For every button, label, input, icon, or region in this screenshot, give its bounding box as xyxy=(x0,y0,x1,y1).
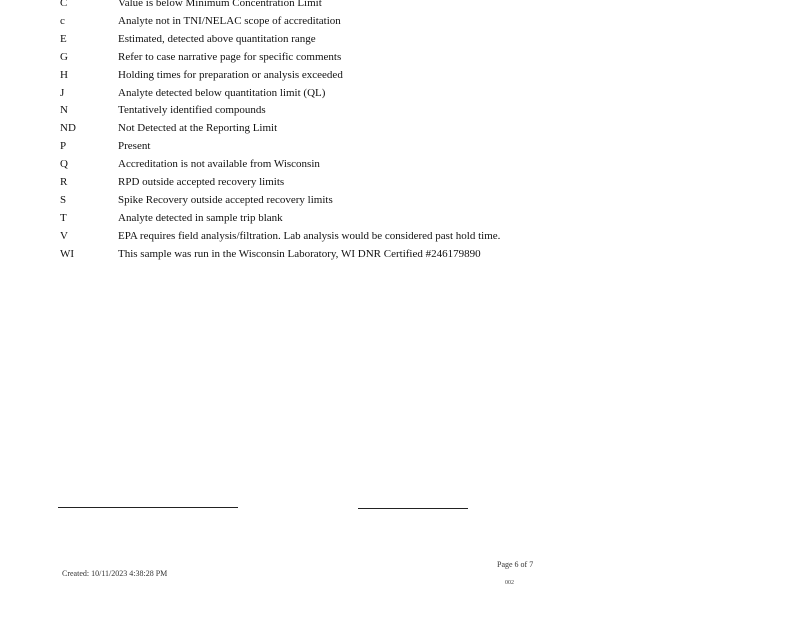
qualifier-description: Value is below Minimum Concentration Limit xyxy=(118,0,322,9)
qualifier-description: Spike Recovery outside accepted recovery limits xyxy=(118,194,333,206)
qualifier-code: T xyxy=(60,212,67,224)
qualifier-code: c xyxy=(60,15,65,27)
qualifier-code: V xyxy=(60,230,68,242)
signature-line-right xyxy=(358,508,468,509)
qualifier-description: Accreditation is not available from Wisconsin xyxy=(118,158,320,170)
qualifier-code: P xyxy=(60,140,67,152)
created-timestamp: Created: 10/11/2023 4:38:28 PM xyxy=(62,569,168,578)
qualifier-description: This sample was run in the Wisconsin Laboratory, WI DNR Certified #246179890 xyxy=(118,248,481,260)
qualifier-code: S xyxy=(60,194,67,206)
qualifier-code: H xyxy=(60,69,68,81)
qualifier-code: ND xyxy=(60,122,76,134)
qualifier-code: N xyxy=(60,104,68,116)
qualifier-description: RPD outside accepted recovery limits xyxy=(118,176,285,188)
qualifier-description: Present xyxy=(118,140,151,152)
qualifier-code: G xyxy=(60,51,68,63)
qualifier-code: J xyxy=(60,87,65,99)
qualifier-description: Analyte detected in sample trip blank xyxy=(118,212,283,224)
qualifier-description: Not Detected at the Reporting Limit xyxy=(118,122,278,134)
qualifier-code: C xyxy=(60,0,68,9)
qualifier-description: Tentatively identified compounds xyxy=(118,104,266,116)
qualifier-code: R xyxy=(60,176,68,188)
page-number: 002 xyxy=(505,580,514,586)
qualifier-code: E xyxy=(60,33,67,45)
qualifier-description: EPA requires field analysis/filtration. Lab analysis would be considered past hold time. xyxy=(118,230,501,242)
qualifier-code: WI xyxy=(60,248,75,260)
signature-line-left xyxy=(58,507,238,508)
qualifier-description: Analyte detected below quantitation limit (QL) xyxy=(118,87,326,99)
qualifier-description: Refer to case narrative page for specific comments xyxy=(118,51,342,63)
qualifier-code: Q xyxy=(60,158,68,170)
qualifier-description: Analyte not in TNI/NELAC scope of accreditation xyxy=(118,15,341,27)
qualifier-description: Holding times for preparation or analysis exceeded xyxy=(118,69,343,81)
qualifier-description: Estimated, detected above quantitation range xyxy=(118,33,316,45)
page-indicator: Page 6 of 7 xyxy=(497,560,534,569)
